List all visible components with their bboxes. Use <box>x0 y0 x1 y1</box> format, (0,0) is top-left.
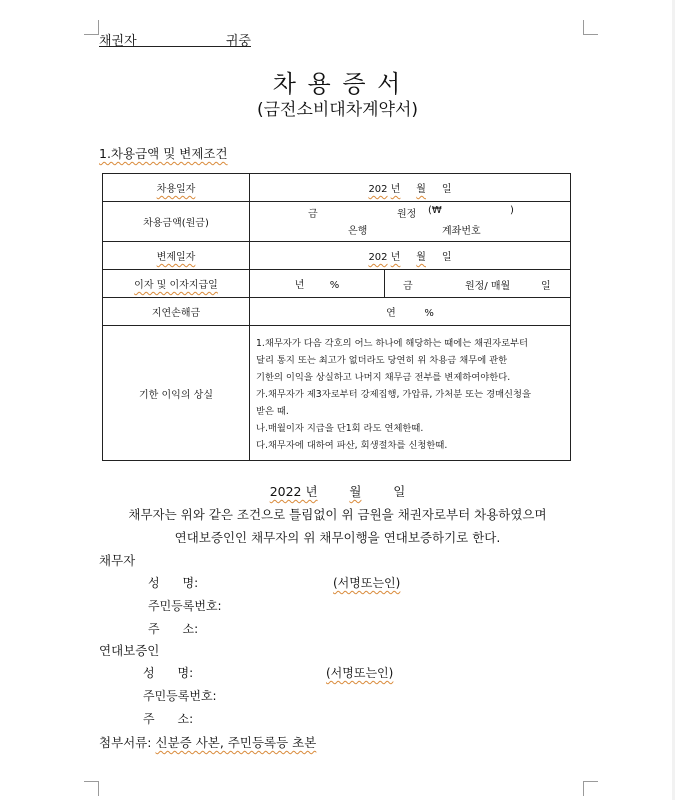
loan-terms-table <box>102 173 571 461</box>
clause-line: 달리 통지 또는 최고가 없더라도 당연히 위 차용금 채무에 관한 <box>256 354 508 366</box>
guarantor-heading: 연대보증인 <box>99 643 160 658</box>
table-row-interest <box>103 270 571 298</box>
contract-date-month: 월 <box>349 484 362 499</box>
clause-line: 기한의 이익을 상실하고 나머지 채무금 전부를 변제하여야한다. <box>256 371 511 383</box>
clause-line: 가.채무자가 제3자로부터 강제집행, 가압류, 가처분 또는 경매신청을 <box>256 388 531 400</box>
clause-line: 다.채무자에 대하여 파산, 회생절차를 신청한때. <box>256 439 448 451</box>
statement-line-2: 연대보증인인 채무자의 위 채무이행을 연대보증하기로 한다. <box>174 530 501 545</box>
table-row-repay-date <box>103 242 571 270</box>
contract-date-year: 2022 년 <box>269 484 318 499</box>
interest-day: 일 <box>541 281 551 292</box>
repay-date-label: 변제일자 <box>156 252 196 263</box>
attachments-line <box>99 733 316 751</box>
creditor-header <box>99 30 251 47</box>
borrow-date-label: 차용일자 <box>156 184 196 195</box>
amount-won-symbol: (₩ <box>428 205 442 216</box>
debtor-signature: (서명또는인) <box>333 576 401 590</box>
interest-year: 년 <box>294 280 305 291</box>
interest-won-monthly: 원정/ 매월 <box>465 281 511 292</box>
amount-label: 차용금액(원금) <box>143 218 209 229</box>
document-title: 차 용 증 서 <box>272 70 403 98</box>
section-heading: 1.차용금액 및 변제조건 <box>99 146 228 161</box>
guarantor-address-label: 주 소: <box>143 712 194 726</box>
amount-bank: 은행 <box>348 226 368 237</box>
guarantor-signature: (서명또는인) <box>326 666 394 680</box>
contract-date <box>0 482 675 500</box>
debtor-name-label: 성 명: <box>148 576 199 590</box>
document-subtitle: (금전소비대차계약서) <box>256 100 419 120</box>
debtor-id-label: 주민등록번호: <box>148 599 222 613</box>
corner-mark-bottom-left <box>84 781 99 796</box>
amount-won: 원정 <box>397 209 417 220</box>
late-fee-pct: % <box>424 308 434 319</box>
late-fee-label: 지연손해금 <box>151 308 201 319</box>
attachments-label: 첨부서류: <box>99 735 152 750</box>
debtor-heading: 채무자 <box>99 553 136 568</box>
late-fee-year: 연 <box>386 308 396 319</box>
amount-account: 계좌번호 <box>442 226 481 237</box>
amount-prefix: 금 <box>308 209 318 220</box>
corner-mark-top-right <box>583 20 598 35</box>
statement-line-1: 채무자는 위와 같은 조건으로 틀림없이 위 금원을 채권자로부터 차용하였으며 <box>128 507 547 522</box>
interest-prefix: 금 <box>403 281 413 292</box>
repay-date-m-unit: 월 <box>416 252 426 263</box>
borrow-date-year: 202 <box>368 184 388 195</box>
clause-line: 받은 때. <box>256 405 289 417</box>
repay-date-d-unit: 일 <box>441 252 452 263</box>
acceleration-label: 기한 이익의 상실 <box>139 389 213 401</box>
guarantor-name-label: 성 명: <box>143 666 194 680</box>
clause-line: 1.채무자가 다음 각호의 어느 하나에 해당하는 때에는 채권자로부터 <box>256 337 529 349</box>
creditor-suffix: 귀중 <box>225 34 251 49</box>
clause-line: 나.매월이자 지급을 단1회 라도 연체한때. <box>256 422 424 434</box>
debtor-address-label: 주 소: <box>148 622 199 636</box>
contract-date-day: 일 <box>393 484 406 499</box>
amount-close-paren: ) <box>510 205 514 216</box>
interest-pct: % <box>329 280 340 291</box>
acceleration-clause <box>250 329 570 458</box>
repay-date-y-unit: 년 <box>390 252 401 263</box>
table-row-late-fee <box>103 298 571 326</box>
borrow-date-d-unit: 일 <box>441 184 452 195</box>
table-row-borrow-date <box>103 174 571 202</box>
interest-label: 이자 및 이자지급일 <box>134 280 218 291</box>
corner-mark-top-left <box>84 20 99 35</box>
attachments-docs: 신분증 사본, 주민등록등 초본 <box>155 735 317 750</box>
borrow-date-y-unit: 년 <box>390 184 401 195</box>
repay-date-year: 202 <box>368 252 388 263</box>
borrow-date-m-unit: 월 <box>416 184 426 195</box>
table-row-amount <box>103 202 571 242</box>
table-row-acceleration <box>103 326 571 461</box>
creditor-label: 채권자 <box>99 34 137 49</box>
corner-mark-bottom-right <box>583 781 598 796</box>
guarantor-id-label: 주민등록번호: <box>143 689 217 703</box>
